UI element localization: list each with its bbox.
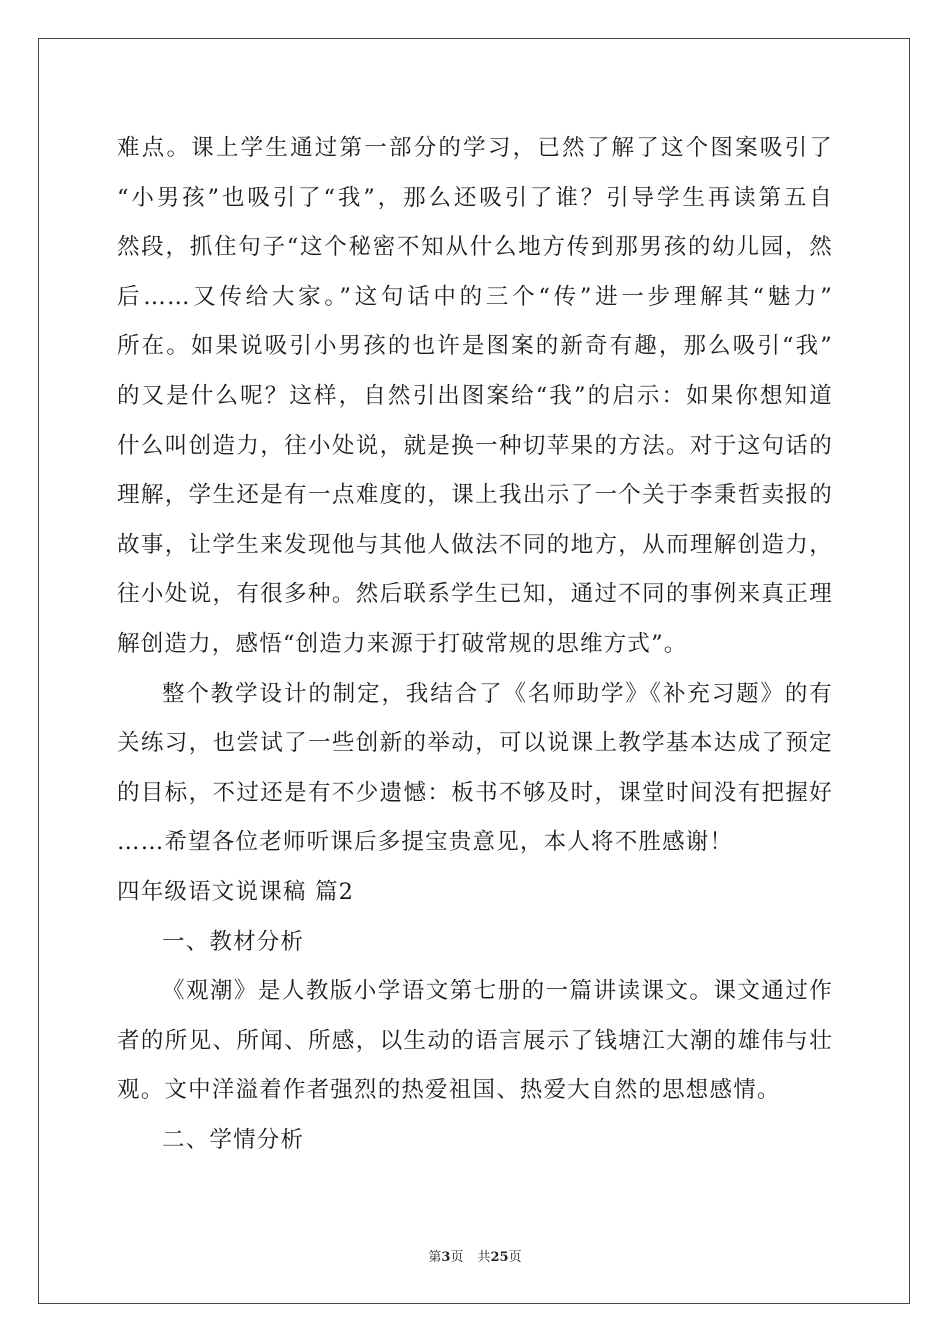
body-line: 者的所见、所闻、所感，以生动的语言展示了钱塘江大潮的雄伟与壮: [117, 1027, 833, 1054]
total-suffix: 页: [508, 1250, 522, 1265]
body-line: 关练习，也尝试了一些创新的举动，可以说课上教学基本达成了预定: [117, 730, 833, 757]
body-line: 解创造力，感悟“创造力来源于打破常规的思维方式”。: [117, 630, 688, 657]
body-line: “小男孩”也吸引了“我”，那么还吸引了谁？引导学生再读第五自: [117, 184, 833, 211]
body-line: 什么叫创造力，往小处说，就是换一种切苹果的方法。对于这句话的: [117, 432, 833, 459]
page-footer: [0, 1246, 950, 1265]
paragraph-start-line: 整个教学设计的制定，我结合了《名师助学》《补充习题》的有: [162, 680, 833, 707]
body-line: 后……又传给大家。”这句话中的三个“传”进一步理解其“魅力”: [117, 283, 833, 310]
total-pages: 25: [490, 1250, 509, 1265]
body-line: ……希望各位老师听课后多提宝贵意见，本人将不胜感谢！: [117, 829, 734, 856]
page-suffix: 页: [450, 1250, 464, 1265]
page-number: 3: [441, 1250, 451, 1265]
document-body: [117, 124, 833, 1165]
paragraph-start-line: 《观潮》是人教版小学语文第七册的一篇讲读课文。课文通过作: [162, 978, 833, 1005]
body-line: 所在。如果说吸引小男孩的也许是图案的新奇有趣，那么吸引“我”: [117, 333, 833, 360]
subheading-textbook-analysis: 一、教材分析: [162, 928, 305, 955]
body-line: 理解，学生还是有一点难度的，课上我出示了一个关于李秉哲卖报的: [117, 482, 833, 509]
body-line: 的目标，不过还是有不少遗憾：板书不够及时，课堂时间没有把握好: [117, 779, 833, 806]
body-line: 故事，让学生来发现他与其他人做法不同的地方，从而理解创造力，: [117, 531, 833, 558]
body-line: 难点。课上学生通过第一部分的学习，已然了解了这个图案吸引了: [117, 135, 833, 161]
body-line: 往小处说，有很多种。然后联系学生已知，通过不同的事例来真正理: [117, 581, 833, 608]
page-prefix: 第: [428, 1250, 442, 1265]
subheading-student-analysis: 二、学情分析: [162, 1126, 305, 1153]
body-line: 然段，抓住句子“这个秘密不知从什么地方传到那男孩的幼儿园，然: [117, 234, 833, 261]
total-prefix: 共: [477, 1250, 491, 1265]
body-line: 观。文中洋溢着作者强烈的热爱祖国、热爱大自然的思想感情。: [117, 1077, 781, 1104]
section-heading: 四年级语文说课稿 篇2: [117, 878, 355, 905]
body-line: 的又是什么呢？这样，自然引出图案给“我”的启示：如果你想知道: [117, 382, 833, 409]
